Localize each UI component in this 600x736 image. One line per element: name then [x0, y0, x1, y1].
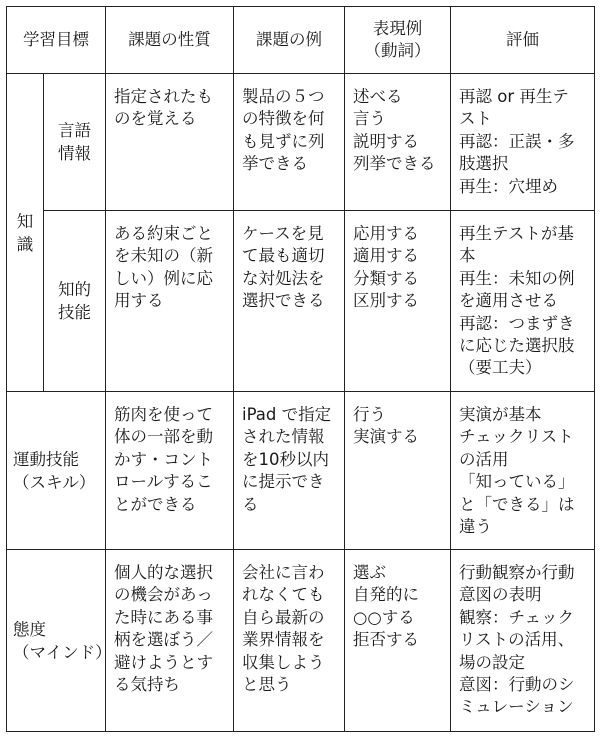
text-line: 会社に言わ: [242, 563, 325, 582]
text-line: と思う: [242, 675, 292, 695]
text-line: 再認：正誤・多: [459, 131, 575, 151]
text-line: 指定されたも: [114, 87, 213, 106]
text-line: れなくても: [242, 585, 325, 605]
text-line: （スキル）: [13, 472, 96, 492]
text-line: た時にある事: [114, 607, 213, 627]
text-line: て最も適切: [242, 246, 325, 266]
text-line: 言語: [58, 121, 91, 140]
text-line: 区別する: [353, 291, 419, 311]
header-task-example: 課題の例: [234, 7, 345, 74]
text-line: iPad で指定: [242, 405, 332, 424]
motor-skill-verbs: [345, 392, 451, 550]
text-line: 言う: [353, 109, 386, 129]
text-line: 製品の５つ: [242, 87, 325, 106]
attitude-nature: [106, 550, 234, 732]
text-line: とができる: [114, 494, 197, 514]
text-line: 行う: [353, 405, 386, 424]
header-learning-goal: 学習目標: [7, 7, 106, 74]
verbal-info-evaluation: [451, 74, 595, 211]
attitude-example: [234, 550, 345, 732]
text-line: リストの活用、: [459, 630, 575, 650]
verbal-info-verbs: [345, 74, 451, 211]
text-line: 態度: [13, 619, 46, 639]
text-line: 再生テストが基: [459, 224, 574, 243]
header-evaluation: 評価: [451, 7, 595, 74]
text-line: 知的: [58, 280, 91, 299]
text-line: チェックリスト: [459, 427, 574, 447]
text-line: ケースを見: [242, 224, 324, 243]
learning-goals-table: [6, 6, 595, 732]
text-line: 意図：行動のシ: [459, 675, 575, 695]
text-line: 実演が基本: [459, 405, 542, 424]
text-line: スト: [459, 109, 492, 129]
text-line: 表現例: [372, 19, 423, 38]
attitude-label: [7, 550, 112, 732]
text-line: しい）例に応: [114, 268, 213, 288]
text-line: な対処法を: [242, 268, 325, 288]
text-line: 運動技能: [13, 449, 79, 469]
text-line: ある約束ごと: [114, 224, 213, 243]
text-line: る: [242, 494, 259, 514]
motor-skill-evaluation: [451, 392, 595, 550]
text-line: 再生：未知の例: [459, 268, 575, 288]
text-line: に応じた選択肢: [459, 336, 575, 356]
text-line: 識: [16, 234, 34, 254]
text-line: 説明する: [353, 131, 419, 151]
text-line: （動詞）: [364, 41, 431, 60]
text-line: 応用する: [353, 224, 419, 243]
text-line: 再認：つまずき: [459, 313, 575, 333]
text-line: 筋肉を使って: [114, 405, 213, 424]
text-line: 個人的な選択: [114, 563, 213, 582]
text-line: 再認 or 再生テ: [459, 87, 569, 106]
text-line: 拒否する: [353, 630, 419, 650]
text-line: 実演する: [353, 427, 419, 447]
intellectual-skill-evaluation: [451, 211, 595, 392]
text-line: 場の設定: [459, 652, 525, 672]
text-line: の活用: [459, 449, 509, 469]
text-line: （要工夫）: [459, 358, 542, 378]
verbal-info-nature: [106, 74, 234, 211]
text-line: も見ずに列: [242, 131, 325, 151]
text-line: 選択できる: [242, 291, 325, 311]
text-line: 本: [459, 246, 476, 266]
text-line: を10秒以内: [242, 449, 329, 469]
text-line: かす・コント: [114, 449, 213, 469]
text-line: 違う: [459, 517, 492, 537]
text-line: 意図の表明: [459, 585, 542, 605]
text-line: 知: [16, 211, 34, 231]
header-expression-example: [345, 7, 451, 74]
text-line: 肢選択: [459, 154, 509, 174]
text-line: 用する: [114, 291, 164, 311]
text-line: された情報: [242, 427, 325, 447]
text-line: 「知っている」: [459, 472, 575, 492]
text-line: 収集しよう: [242, 652, 325, 672]
text-line: と「できる」は: [459, 494, 575, 514]
motor-skill-nature: [106, 392, 234, 550]
text-line: 述べる: [353, 87, 403, 106]
text-line: の特徴を何: [242, 109, 325, 129]
knowledge-label: [7, 74, 44, 392]
text-line: 情報: [58, 144, 91, 163]
verbal-info-label: [44, 74, 106, 211]
text-line: 列挙できる: [353, 154, 436, 174]
text-line: 適用する: [353, 246, 419, 266]
motor-skill-example: [234, 392, 345, 550]
text-line: 行動観察か行動: [459, 563, 575, 582]
text-line: 業界情報を: [242, 630, 325, 650]
intellectual-skill-nature: [106, 211, 234, 392]
verbal-info-example: [234, 74, 345, 211]
attitude-evaluation: [451, 550, 595, 732]
text-line: 技能: [58, 303, 91, 322]
intellectual-skill-label: [44, 211, 106, 392]
text-line: ロールするこ: [114, 472, 213, 492]
text-line: に提示でき: [242, 472, 325, 492]
text-line: 体の一部を動: [114, 427, 213, 447]
text-line: のを覚える: [114, 109, 197, 129]
header-task-nature: 課題の性質: [106, 7, 234, 74]
text-line: （マインド）: [13, 642, 112, 662]
text-line: 観察：チェック: [459, 607, 575, 627]
attitude-verbs: [345, 550, 451, 732]
text-line: 自ら最新の: [242, 607, 325, 627]
text-line: 柄を選ぼう／: [114, 630, 213, 650]
text-line: ○○する: [353, 607, 415, 627]
text-line: を適用させる: [459, 291, 558, 311]
text-line: 避けようとす: [114, 652, 213, 672]
text-line: 挙できる: [242, 154, 308, 174]
text-line: を未知の（新: [114, 246, 213, 266]
text-line: 自発的に: [353, 585, 419, 605]
text-line: 再生：穴埋め: [459, 176, 558, 196]
intellectual-skill-example: [234, 211, 345, 392]
intellectual-skill-verbs: [345, 211, 451, 392]
text-line: 分類する: [353, 268, 419, 288]
motor-skill-label: [7, 392, 106, 550]
text-line: ミュレーション: [459, 697, 574, 717]
text-line: 選ぶ: [353, 563, 386, 582]
text-line: の機会があっ: [114, 585, 213, 605]
text-line: る気持ち: [114, 675, 180, 695]
